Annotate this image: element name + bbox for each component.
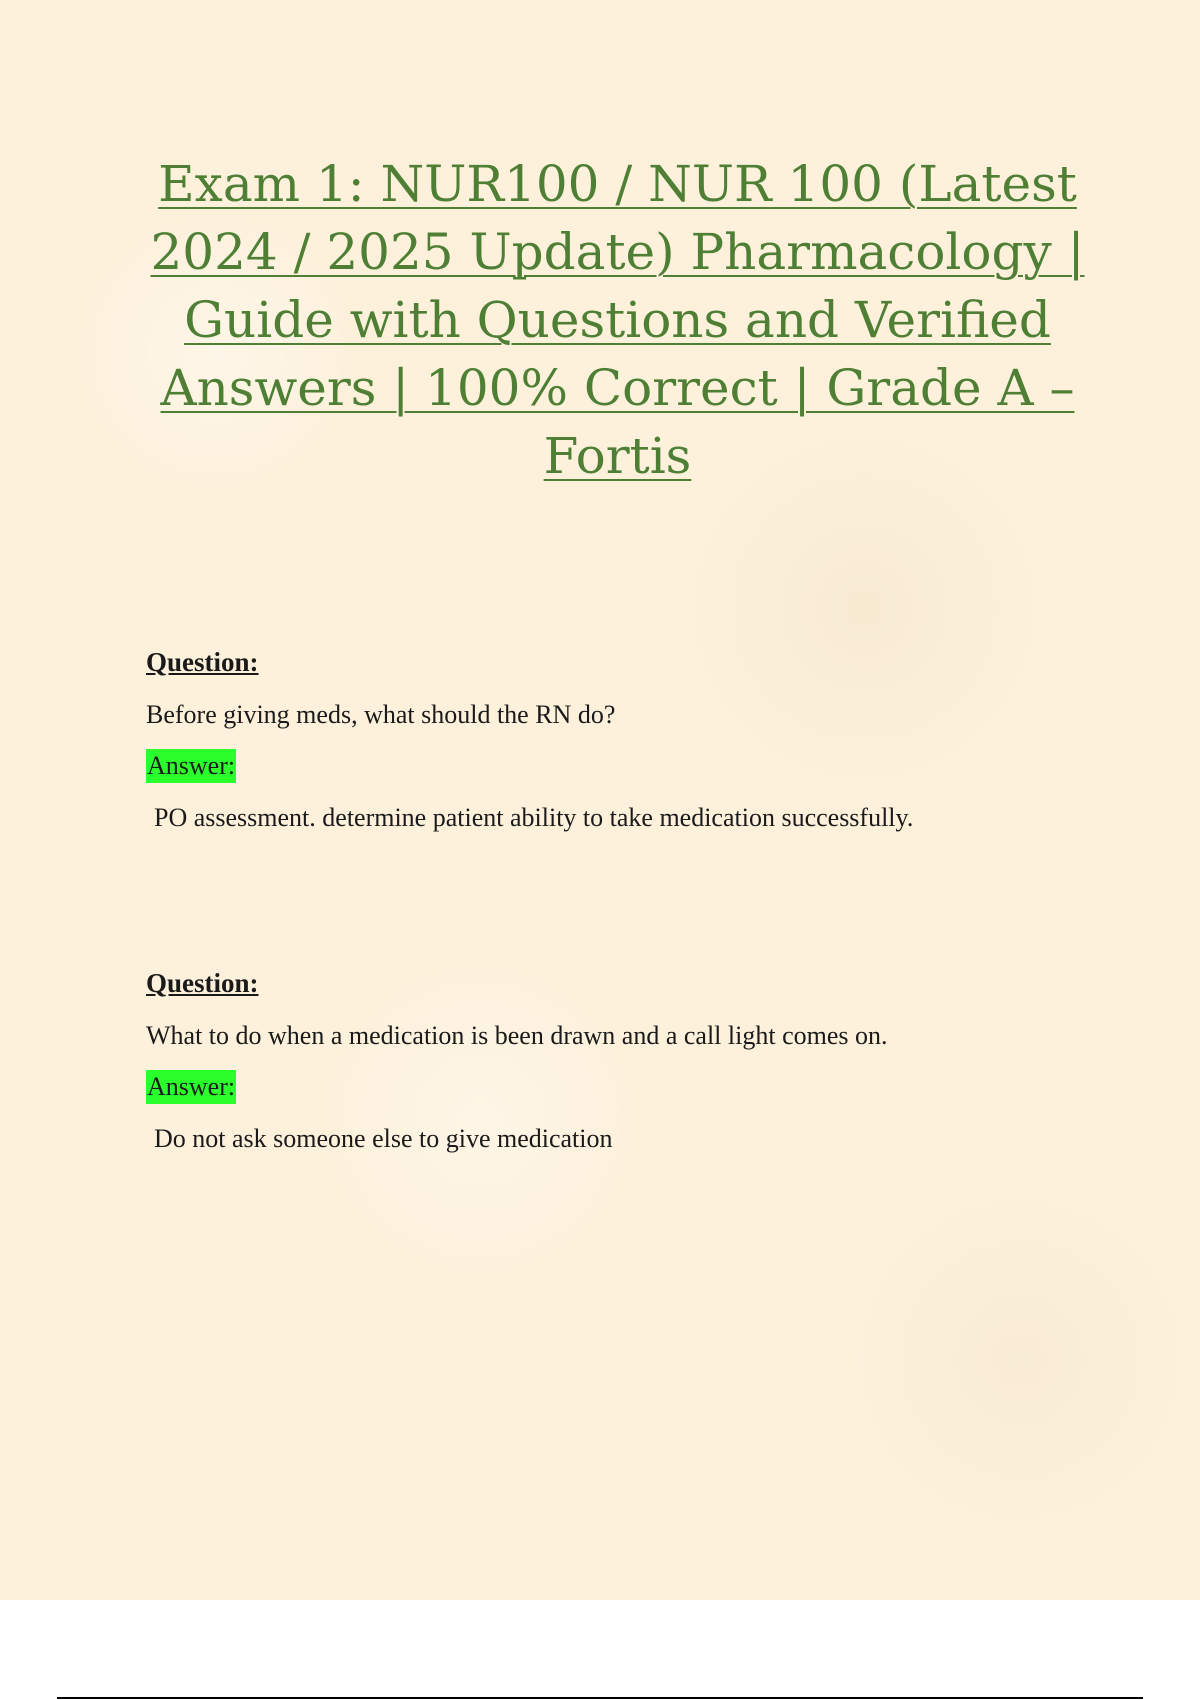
question-text: Before giving meds, what should the RN do?	[146, 700, 616, 729]
document-title: Exam 1: NUR100 / NUR 100 (Latest 2024 / 2025 Update) Pharmacology | Guide with Questions and Verified Answers | 100% Correct | Grade A – Fortis	[150, 155, 1085, 485]
question-text: What to do when a medication is been drawn and a call light comes on.	[146, 1021, 888, 1050]
question-label: Question:	[146, 647, 259, 677]
answer-text: Do not ask someone else to give medication	[154, 1124, 613, 1153]
answer-label: Answer:	[146, 1070, 236, 1104]
answer-text: PO assessment. determine patient ability to take medication successfully.	[154, 803, 914, 832]
question-label: Question:	[146, 968, 259, 998]
footer-divider	[57, 1697, 1143, 1699]
qa-item	[146, 644, 1106, 836]
qa-item	[146, 965, 1106, 1157]
answer-label: Answer:	[146, 749, 236, 783]
